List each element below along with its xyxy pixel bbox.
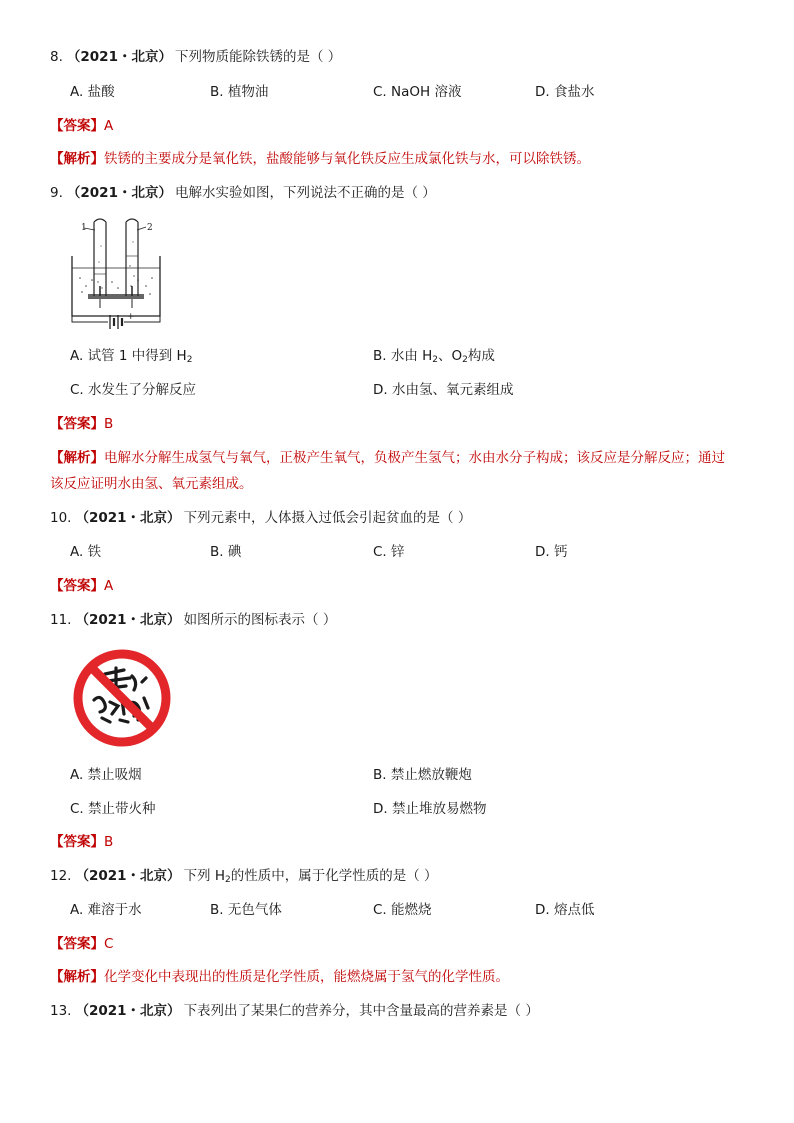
option-c: C. NaOH 溶液: [373, 84, 462, 100]
option-b: B. 植物油: [210, 84, 269, 100]
question-stem: 下列元素中，人体摄入过低会引起贫血的是（ ）: [183, 510, 472, 526]
option-d: D. 食盐水: [535, 84, 595, 100]
option-a: A. 禁止吸烟: [70, 767, 142, 783]
answer-q11: [50, 832, 736, 852]
question-number: 12.: [50, 868, 72, 884]
answer-tag: 【答案】: [50, 936, 104, 952]
analysis-text: 铁锈的主要成分是氧化铁，盐酸能够与氧化铁反应生成氯化铁与水，可以除铁锈。: [104, 151, 590, 167]
question-number: 11.: [50, 612, 72, 628]
question-source: （2021・北京）: [75, 1003, 181, 1019]
question-12: [50, 866, 736, 890]
analysis-text: 化学变化中表现出的性质是化学性质，能燃烧属于氢气的化学性质。: [104, 969, 509, 985]
answer-value: B: [104, 834, 114, 850]
option-c: C. 能燃烧: [373, 902, 432, 918]
analysis-tag: 【解析】: [50, 450, 104, 466]
analysis-q12: [50, 964, 736, 990]
analysis-text: 电解水分解生成氢气与氧气，正极产生氧气，负极产生氢气；水由水分子构成；该反应是分解反应；通过该反应证明水由氢、氧元素组成。: [50, 450, 725, 492]
negative-terminal-label: −: [99, 312, 107, 322]
electrolysis-apparatus-figure: [66, 216, 166, 334]
option-a: A. 试管 1 中得到 $H_2$: [70, 348, 193, 365]
analysis-q8: [50, 146, 736, 172]
question-10: [50, 508, 736, 528]
question-9: [50, 183, 736, 203]
option-d: D. 钙: [535, 544, 568, 560]
option-a: A. 难溶于水: [70, 902, 142, 918]
question-number: 13.: [50, 1003, 72, 1019]
answer-value: C: [104, 936, 114, 952]
option-c: C. 锌: [373, 544, 405, 560]
analysis-tag: 【解析】: [50, 969, 104, 985]
option-d: D. 禁止堆放易燃物: [373, 801, 487, 817]
answer-tag: 【答案】: [50, 416, 104, 432]
question-source: （2021・北京）: [75, 612, 181, 628]
option-b: B. 禁止燃放鞭炮: [373, 767, 472, 783]
answer-value: B: [104, 416, 114, 432]
answer-tag: 【答案】: [50, 118, 104, 134]
option-c: C. 禁止带火种: [70, 801, 156, 817]
question-stem: 电解水实验如图，下列说法不正确的是（ ）: [174, 185, 436, 201]
option-a: A. 铁: [70, 544, 102, 560]
tube-1-label: 1: [81, 223, 87, 233]
question-8: [50, 47, 736, 67]
option-a: A. 盐酸: [70, 84, 115, 100]
option-d: D. 水由氢、氧元素组成: [373, 382, 514, 398]
option-d: D. 熔点低: [535, 902, 595, 918]
answer-q8: [50, 116, 736, 136]
question-source: （2021・北京）: [66, 49, 172, 65]
analysis-tag: 【解析】: [50, 151, 104, 167]
question-number: 9.: [50, 185, 63, 201]
question-number: 8.: [50, 49, 63, 65]
option-b: B. 碘: [210, 544, 242, 560]
answer-q10: [50, 576, 736, 596]
positive-terminal-label: +: [127, 312, 135, 322]
option-b: B. 无色气体: [210, 902, 282, 918]
answer-value: A: [104, 118, 114, 134]
option-b: B. 水由 $H_2$、$O_2$构成: [373, 348, 495, 365]
no-fireworks-sign-icon: [72, 648, 172, 748]
answer-tag: 【答案】: [50, 578, 104, 594]
question-source: （2021・北京）: [66, 185, 172, 201]
question-source: （2021・北京）: [75, 510, 181, 526]
tube-2-label: 2: [147, 223, 153, 233]
question-stem: 如图所示的图标表示（ ）: [183, 612, 337, 628]
answer-q9: [50, 414, 736, 434]
question-stem: 下表列出了某果仁的营养分，其中含量最高的营养素是（ ）: [183, 1003, 539, 1019]
answer-tag: 【答案】: [50, 834, 104, 850]
question-stem: 下列物质能除铁锈的是（ ）: [174, 49, 342, 65]
analysis-q9: [50, 445, 736, 497]
question-13: [50, 1001, 736, 1021]
question-source: （2021・北京）: [75, 868, 181, 884]
question-number: 10.: [50, 510, 72, 526]
answer-value: A: [104, 578, 114, 594]
question-11: [50, 610, 736, 630]
question-stem: 下列 $H_2$的性质中，属于化学性质的是（ ）: [183, 868, 438, 885]
option-c: C. 水发生了分解反应: [70, 382, 197, 398]
answer-q12: [50, 934, 736, 954]
